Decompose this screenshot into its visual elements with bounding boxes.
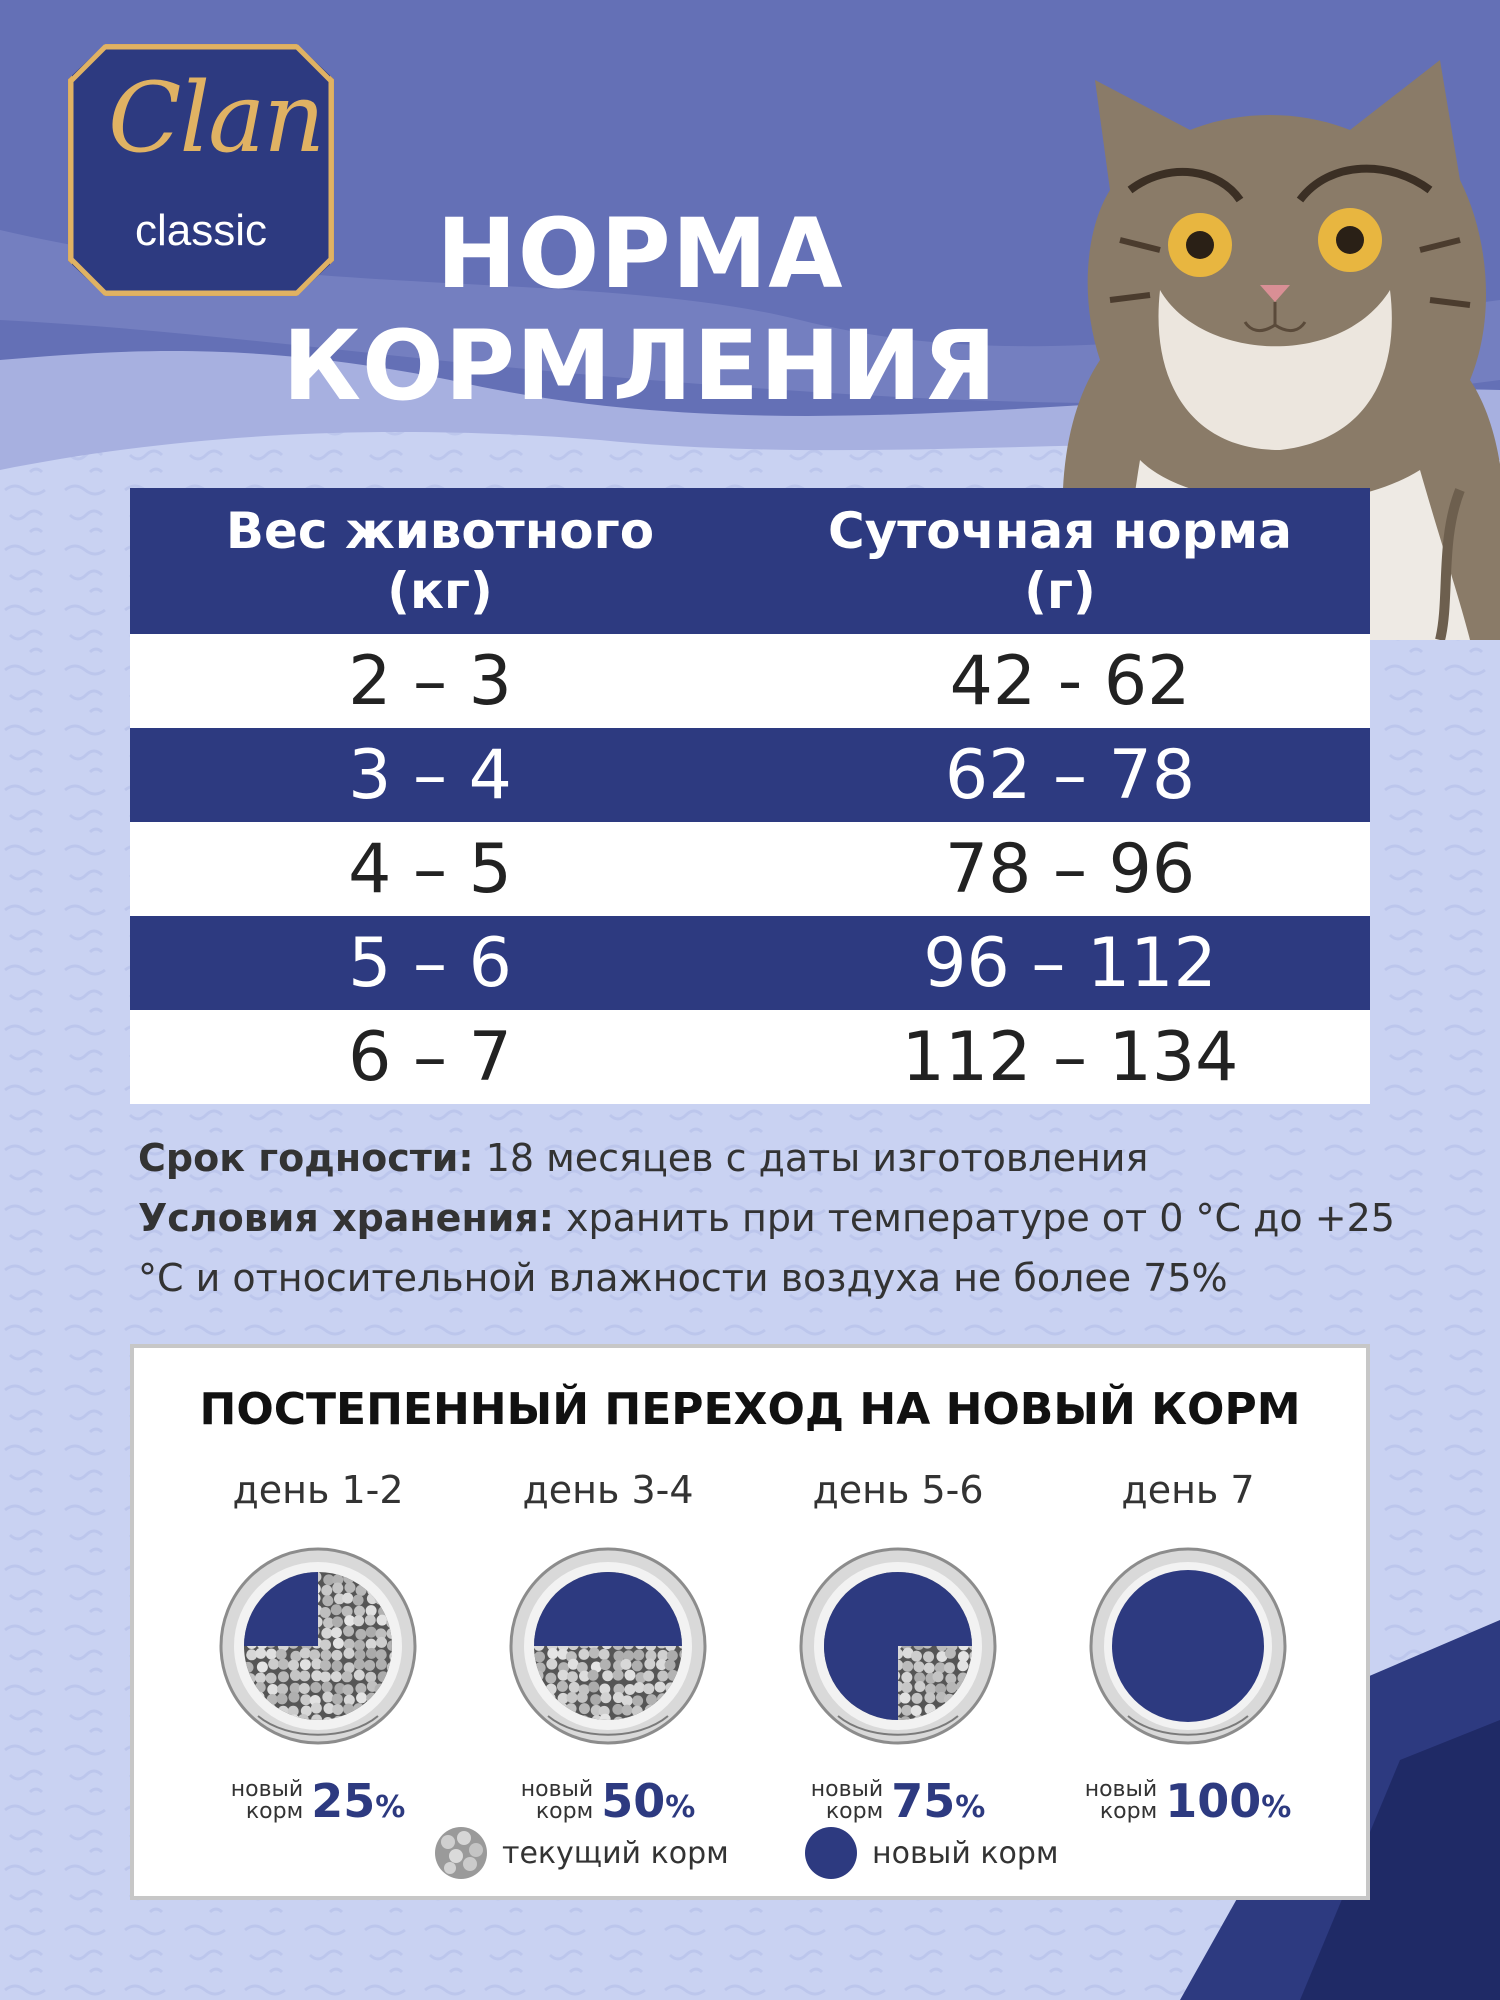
feeding-table	[130, 488, 1370, 1104]
step-day-label: день 3-4	[522, 1468, 694, 1512]
cell-norm: 62 – 78	[944, 735, 1196, 815]
transition-title: ПОСТЕПЕННЫЙ ПЕРЕХОД НА НОВЫЙ КОРМ	[199, 1384, 1301, 1435]
step-new-label	[521, 1779, 593, 1823]
bowl-icon	[1088, 1546, 1288, 1746]
new-feed-dot-icon	[804, 1826, 858, 1880]
label-feed: корм	[535, 1799, 594, 1824]
legend-new	[804, 1826, 1059, 1880]
logo-script: Clan	[108, 62, 324, 174]
cell-weight: 3 – 4	[348, 735, 512, 815]
percent-sign: %	[955, 1790, 986, 1825]
header-norm	[750, 488, 1370, 634]
transition-step	[478, 1468, 738, 1828]
step-percent-value	[891, 1774, 985, 1828]
bowl-icon	[218, 1546, 418, 1746]
page-title-line2: КОРМЛЕНИЯ	[282, 310, 998, 422]
step-percent	[1058, 1774, 1318, 1828]
percent-number: 25	[311, 1774, 376, 1828]
page-title-line1: НОРМА	[436, 198, 844, 310]
storage-value: хранить при температуре от 0 °С до +25 °С и относительной влажности воздуха не более 75%	[138, 1196, 1395, 1300]
step-day-label: день 1-2	[232, 1468, 404, 1512]
bowl-icon	[798, 1546, 998, 1746]
cell-weight: 5 – 6	[348, 923, 512, 1003]
logo-subtitle: classic	[134, 206, 268, 255]
table-row	[130, 1010, 1370, 1104]
label-feed: корм	[1099, 1799, 1158, 1824]
label-new: новый	[230, 1777, 304, 1802]
table-row	[130, 916, 1370, 1010]
cell-norm: 42 - 62	[949, 641, 1191, 721]
shelf-life-text	[138, 1128, 1398, 1188]
label-new: новый	[520, 1777, 594, 1802]
cell-weight: 2 – 3	[348, 641, 512, 721]
legend-new-label: новый корм	[872, 1835, 1059, 1871]
cell-weight: 4 – 5	[348, 829, 512, 909]
step-percent	[478, 1774, 738, 1828]
label-feed: корм	[245, 1799, 304, 1824]
step-percent-value	[601, 1774, 695, 1828]
percent-number: 75	[891, 1774, 956, 1828]
storage-label: Условия хранения:	[138, 1196, 554, 1240]
transition-panel	[130, 1344, 1370, 1900]
step-percent	[188, 1774, 448, 1828]
legend-current	[434, 1826, 729, 1880]
legend	[134, 1826, 1366, 1886]
label-new: новый	[1084, 1777, 1158, 1802]
percent-sign: %	[1261, 1790, 1292, 1825]
table-row	[130, 634, 1370, 728]
kibble-icon	[434, 1826, 488, 1880]
transition-step	[1058, 1468, 1318, 1828]
step-new-label	[1085, 1779, 1157, 1823]
transition-step	[768, 1468, 1028, 1828]
header-norm-line2: (г)	[1024, 562, 1096, 620]
cell-norm: 112 – 134	[901, 1017, 1239, 1097]
table-row	[130, 728, 1370, 822]
percent-number: 50	[601, 1774, 666, 1828]
label-new: новый	[810, 1777, 884, 1802]
step-percent-value	[311, 1774, 405, 1828]
label-feed: корм	[825, 1799, 884, 1824]
cell-norm: 96 – 112	[923, 923, 1217, 1003]
bowl-icon	[508, 1546, 708, 1746]
header-weight	[130, 488, 750, 634]
header-weight-line1: Вес животного	[225, 502, 655, 560]
percent-number: 100	[1165, 1774, 1262, 1828]
legend-current-label: текущий корм	[502, 1835, 729, 1871]
cell-weight: 6 – 7	[348, 1017, 512, 1097]
percent-sign: %	[665, 1790, 696, 1825]
step-day-label: день 7	[1121, 1468, 1255, 1512]
cell-norm: 78 – 96	[944, 829, 1196, 909]
storage-text	[138, 1188, 1398, 1308]
shelf-life-value: 18 месяцев с даты изготовления	[473, 1136, 1149, 1180]
step-percent	[768, 1774, 1028, 1828]
step-day-label: день 5-6	[812, 1468, 984, 1512]
table-header	[130, 488, 1370, 634]
transition-step	[188, 1468, 448, 1828]
header-norm-line1: Суточная норма	[827, 502, 1293, 560]
percent-sign: %	[375, 1790, 406, 1825]
shelf-life-label: Срок годности:	[138, 1136, 474, 1180]
step-new-label	[811, 1779, 883, 1823]
table-row	[130, 822, 1370, 916]
step-new-label	[231, 1779, 303, 1823]
step-percent-value	[1165, 1774, 1291, 1828]
header-weight-line2: (кг)	[387, 562, 493, 620]
